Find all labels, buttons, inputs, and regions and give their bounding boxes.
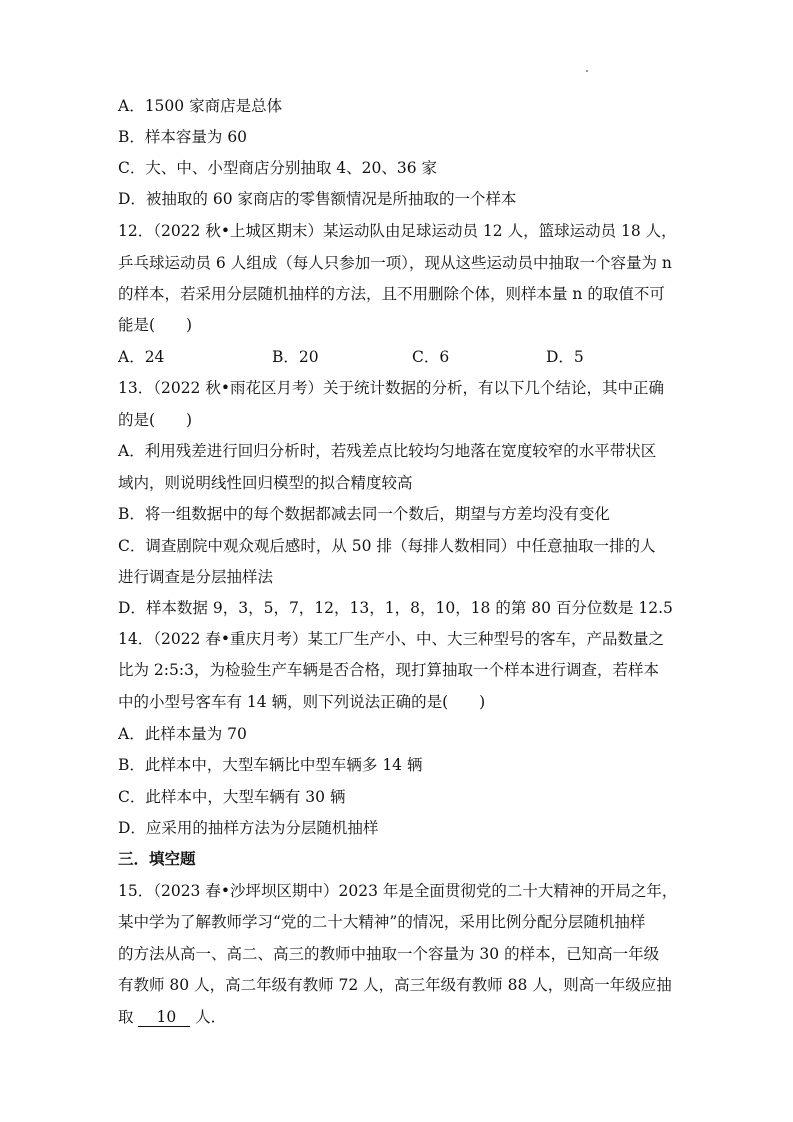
q12-option-a: A．24 [118, 348, 165, 366]
q15-text-line-4: 有教师 80 人，高二年级有教师 72 人，高三年级有教师 88 人，则高一年级应抽 [118, 976, 672, 994]
q13-text-line-1: 13．（2022 秋•雨花区月考）关于统计数据的分析，有以下几个结论，其中正确 [118, 379, 664, 397]
q13-option-a-line-1: A．利用残差进行回归分析时，若残差点比较均匀地落在宽度较窄的水平带状区 [118, 442, 657, 460]
q12-text-line-1: 12．（2022 秋•上城区期末）某运动队由足球运动员 12 人，篮球运动员 18 人， [118, 222, 677, 240]
q11-option-c: C．大、中、小型商店分别抽取 4、20、36 家 [118, 159, 438, 177]
q15-text-line-5 [118, 1007, 226, 1027]
q13-text-line-2: 的是( ) [118, 411, 193, 429]
q14-text-line-2: 比为 2:5:3，为检验生产车辆是否合格，现打算抽取一个样本进行调查，若样本 [118, 661, 659, 679]
q11-option-b: B．样本容量为 60 [118, 128, 248, 146]
q14-option-a: A．此样本量为 70 [118, 725, 247, 743]
q11-option-d: D．被抽取的 60 家商店的零售额情况是所抽取的一个样本 [118, 190, 517, 208]
q13-option-c-line-2: 进行调查是分层抽样法 [118, 568, 274, 586]
q14-option-c: C．此样本中，大型车辆有 30 辆 [118, 788, 346, 806]
scan-dot [586, 70, 588, 72]
q11-option-a: A．1500 家商店是总体 [118, 97, 283, 115]
q15-text-line-2: 某中学为了解教师学习“党的二十大精神”的情况，采用比例分配分层随机抽样 [118, 913, 646, 931]
q12-option-d: D．5 [546, 348, 584, 366]
q13-option-d: D．样本数据 9，3，5，7，12，13，1，8，10，18 的第 80 百分位数是 12.5 [118, 599, 673, 617]
q14-text-line-1: 14．（2022 春•重庆月考）某工厂生产小、中、大三种型号的客车，产品数量之 [118, 630, 664, 648]
q14-text-line-3: 中的小型号客车有 14 辆，则下列说法正确的是( ) [118, 693, 486, 711]
q15-answer-blank: 10 [138, 1008, 190, 1027]
q15-text-line-3: 的方法从高一、高二、高三的教师中抽取一个容量为 30 的样本，已知高一年级 [118, 945, 660, 963]
q14-option-b: B．此样本中，大型车辆比中型车辆多 14 辆 [118, 756, 423, 774]
q13-option-c-line-1: C．调查剧院中观众观后感时，从 50 排（每排人数相同）中任意抽取一排的人 [118, 537, 656, 555]
section-heading: 三．填空题 [118, 850, 196, 868]
q12-option-c: C．6 [412, 348, 450, 366]
q12-text-line-2: 乒乓球运动员 6 人组成（每人只参加一项），现从这些运动员中抽取一个容量为 n [118, 254, 672, 272]
q15-prefix: 取 [118, 1008, 134, 1026]
q15-suffix: 人． [195, 1008, 227, 1026]
q14-option-d: D．应采用的抽样方法为分层随机抽样 [118, 819, 379, 837]
q13-option-a-line-2: 域内，则说明线性回归模型的拟合精度较高 [118, 474, 413, 492]
q12-option-b: B．20 [272, 348, 319, 366]
q12-text-line-3: 的样本，若采用分层随机抽样的方法，且不用删除个体，则样本量 n 的取值不可 [118, 285, 665, 303]
q12-text-line-4: 能是( ) [118, 316, 193, 334]
q13-option-b: B．将一组数据中的每个数据都减去同一个数后，期望与方差均没有变化 [118, 505, 610, 523]
q15-text-line-1: 15．（2023 春•沙坪坝区期中）2023 年是全面贯彻党的二十大精神的开局之年， [118, 882, 678, 900]
